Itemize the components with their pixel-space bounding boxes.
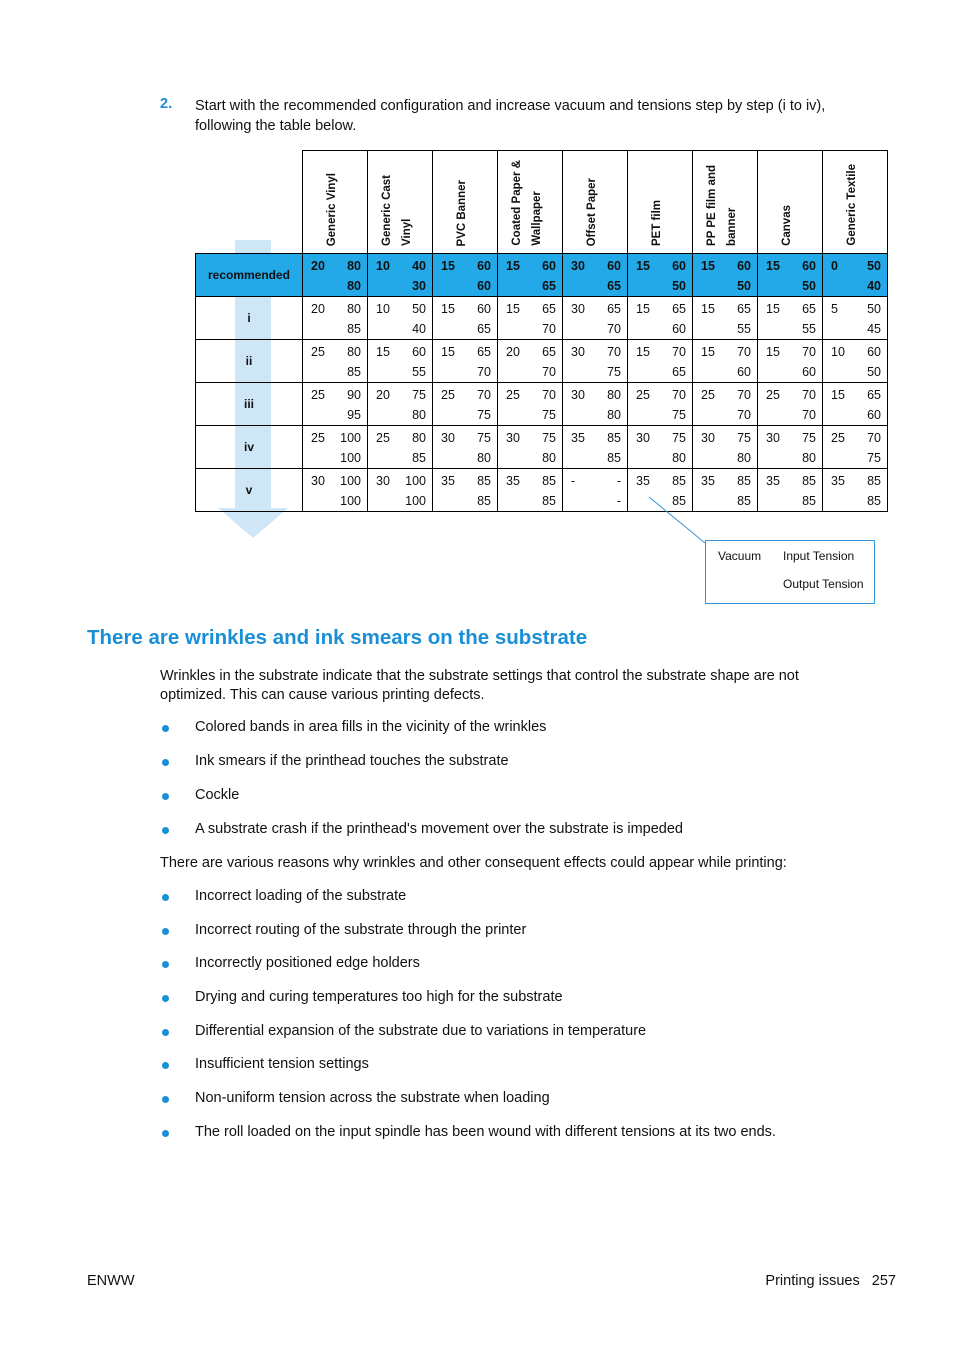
output-tension-value: 40 bbox=[412, 322, 426, 336]
column-header: Coated Paper & Wallpaper bbox=[498, 151, 563, 254]
footer-page-info bbox=[765, 1273, 896, 1289]
legend-input-tension: Input Tension bbox=[783, 549, 855, 563]
input-tension-value: 50 bbox=[867, 259, 881, 273]
vacuum-value: 35 bbox=[831, 474, 845, 488]
legend-box bbox=[705, 540, 875, 604]
output-tension-value: 55 bbox=[802, 322, 816, 336]
table-cell bbox=[693, 297, 758, 340]
table-cell bbox=[498, 254, 563, 297]
column-header: Offset Paper bbox=[563, 151, 628, 254]
table-cell bbox=[433, 297, 498, 340]
vacuum-value: - bbox=[571, 474, 576, 488]
input-tension-value: 70 bbox=[542, 388, 556, 402]
output-tension-value: 80 bbox=[412, 408, 426, 422]
bullet-icon bbox=[162, 995, 169, 1002]
vacuum-value: 15 bbox=[701, 345, 715, 359]
vacuum-value: 15 bbox=[441, 302, 455, 316]
table-cell bbox=[563, 383, 628, 426]
input-tension-value: 80 bbox=[347, 345, 361, 359]
vacuum-value: 30 bbox=[571, 302, 585, 316]
vacuum-value: 30 bbox=[571, 345, 585, 359]
vacuum-value: 25 bbox=[506, 388, 520, 402]
step-text: Start with the recommended configuration and increase vacuum and tensions step by step (i to iv), following the table below. bbox=[195, 98, 826, 134]
output-tension-value: 60 bbox=[672, 322, 686, 336]
vacuum-value: 15 bbox=[766, 345, 780, 359]
input-tension-value: 80 bbox=[412, 431, 426, 445]
table-row bbox=[196, 297, 888, 340]
vacuum-value: 30 bbox=[311, 474, 325, 488]
vacuum-value: 25 bbox=[376, 431, 390, 445]
input-tension-value: 65 bbox=[672, 302, 686, 316]
input-tension-value: 100 bbox=[340, 431, 361, 445]
vacuum-value: 10 bbox=[376, 302, 390, 316]
bullet-icon bbox=[162, 827, 169, 834]
bullet-icon bbox=[162, 894, 169, 901]
output-tension-value: 80 bbox=[542, 451, 556, 465]
input-tension-value: 70 bbox=[737, 345, 751, 359]
output-tension-value: 80 bbox=[802, 451, 816, 465]
table-cell bbox=[628, 383, 693, 426]
list-item: Incorrectly positioned edge holders bbox=[160, 955, 860, 975]
vacuum-value: 5 bbox=[831, 302, 838, 316]
intro-paragraph: Wrinkles in the substrate indicate that the substrate settings that control the substrate shape are not optimized. This can cause various printing defects. bbox=[160, 668, 799, 703]
table-cell bbox=[823, 426, 888, 469]
input-tension-value: 60 bbox=[607, 259, 621, 273]
output-tension-value: 100 bbox=[340, 451, 361, 465]
input-tension-value: 80 bbox=[347, 302, 361, 316]
output-tension-value: 75 bbox=[477, 408, 491, 422]
input-tension-value: 60 bbox=[542, 259, 556, 273]
table-cell bbox=[433, 426, 498, 469]
row-label: iii bbox=[196, 383, 303, 426]
vacuum-value: 25 bbox=[311, 388, 325, 402]
input-tension-value: 65 bbox=[802, 302, 816, 316]
input-tension-value: 60 bbox=[802, 259, 816, 273]
input-tension-value: 75 bbox=[802, 431, 816, 445]
vacuum-value: 25 bbox=[311, 345, 325, 359]
table-cell bbox=[368, 340, 433, 383]
table-cell bbox=[823, 340, 888, 383]
row-label: iv bbox=[196, 426, 303, 469]
table-row bbox=[196, 426, 888, 469]
input-tension-value: 85 bbox=[867, 474, 881, 488]
output-tension-value: 60 bbox=[477, 279, 491, 293]
output-tension-value: 30 bbox=[412, 279, 426, 293]
table-cell bbox=[758, 340, 823, 383]
vacuum-value: 15 bbox=[636, 302, 650, 316]
input-tension-value: 85 bbox=[542, 474, 556, 488]
table-cell bbox=[368, 254, 433, 297]
table-row bbox=[196, 469, 888, 512]
output-tension-value: 80 bbox=[672, 451, 686, 465]
output-tension-value: 45 bbox=[867, 322, 881, 336]
row-label: v bbox=[196, 469, 303, 512]
output-tension-value: 85 bbox=[802, 494, 816, 508]
table-cell bbox=[563, 254, 628, 297]
input-tension-value: 70 bbox=[867, 431, 881, 445]
input-tension-value: 70 bbox=[802, 388, 816, 402]
table-cell bbox=[758, 297, 823, 340]
input-tension-value: 75 bbox=[477, 431, 491, 445]
input-tension-value: 65 bbox=[542, 345, 556, 359]
input-tension-value: 65 bbox=[867, 388, 881, 402]
bullet-icon bbox=[162, 759, 169, 766]
legend-vacuum: Vacuum bbox=[718, 549, 762, 563]
input-tension-value: 90 bbox=[347, 388, 361, 402]
output-tension-value: 40 bbox=[867, 279, 881, 293]
vacuum-value: 25 bbox=[311, 431, 325, 445]
column-header: PP PE film and banner bbox=[693, 151, 758, 254]
footer-page-number: 257 bbox=[871, 1273, 896, 1289]
output-tension-value: 75 bbox=[672, 408, 686, 422]
output-tension-value: 95 bbox=[347, 408, 361, 422]
output-tension-value: 85 bbox=[672, 494, 686, 508]
table-cell bbox=[303, 297, 368, 340]
input-tension-value: 60 bbox=[477, 259, 491, 273]
bullet-icon bbox=[162, 1062, 169, 1069]
recommended-row bbox=[196, 254, 888, 297]
table-cell bbox=[368, 297, 433, 340]
vacuum-value: 25 bbox=[701, 388, 715, 402]
vacuum-value: 25 bbox=[766, 388, 780, 402]
input-tension-value: 60 bbox=[672, 259, 686, 273]
table-cell bbox=[303, 469, 368, 512]
table-cell bbox=[758, 469, 823, 512]
input-tension-value: 85 bbox=[607, 431, 621, 445]
vacuum-value: 15 bbox=[701, 302, 715, 316]
vacuum-value: 15 bbox=[636, 345, 650, 359]
output-tension-value: - bbox=[616, 494, 621, 508]
output-tension-value: 60 bbox=[867, 408, 881, 422]
list-item: Incorrect loading of the substrate bbox=[160, 888, 860, 908]
vacuum-value: 15 bbox=[831, 388, 845, 402]
row-label: i bbox=[196, 297, 303, 340]
output-tension-value: 75 bbox=[867, 451, 881, 465]
table-cell bbox=[823, 469, 888, 512]
table-cell bbox=[433, 469, 498, 512]
input-tension-value: 70 bbox=[672, 388, 686, 402]
output-tension-value: 85 bbox=[737, 494, 751, 508]
vacuum-value: 30 bbox=[376, 474, 390, 488]
vacuum-value: 35 bbox=[766, 474, 780, 488]
vacuum-value: 15 bbox=[766, 259, 780, 273]
vacuum-value: 35 bbox=[441, 474, 455, 488]
output-tension-value: 85 bbox=[867, 494, 881, 508]
vacuum-value: 20 bbox=[376, 388, 390, 402]
table-cell bbox=[628, 340, 693, 383]
table-cell bbox=[498, 469, 563, 512]
progression-arrow-head-icon bbox=[218, 508, 288, 538]
list-item: Drying and curing temperatures too high for the substrate bbox=[160, 989, 860, 1009]
input-tension-value: 75 bbox=[542, 431, 556, 445]
table-cell bbox=[693, 383, 758, 426]
input-tension-value: 40 bbox=[412, 259, 426, 273]
input-tension-value: 85 bbox=[477, 474, 491, 488]
output-tension-value: 80 bbox=[607, 408, 621, 422]
output-tension-value: 85 bbox=[542, 494, 556, 508]
vacuum-value: 25 bbox=[831, 431, 845, 445]
vacuum-value: 35 bbox=[571, 431, 585, 445]
table-cell bbox=[563, 340, 628, 383]
output-tension-value: 65 bbox=[672, 365, 686, 379]
list-item: Incorrect routing of the substrate through the printer bbox=[160, 922, 860, 942]
table-cell bbox=[368, 383, 433, 426]
column-header: PET film bbox=[628, 151, 693, 254]
table-cell bbox=[758, 383, 823, 426]
output-tension-value: 70 bbox=[477, 365, 491, 379]
output-tension-value: 60 bbox=[802, 365, 816, 379]
table-cell bbox=[628, 254, 693, 297]
vacuum-value: 15 bbox=[766, 302, 780, 316]
output-tension-value: 80 bbox=[477, 451, 491, 465]
table-cell bbox=[498, 426, 563, 469]
bullet-icon bbox=[162, 1096, 169, 1103]
table-cell bbox=[563, 297, 628, 340]
input-tension-value: 70 bbox=[477, 388, 491, 402]
vacuum-value: 15 bbox=[701, 259, 715, 273]
vacuum-value: 15 bbox=[636, 259, 650, 273]
row-label: ii bbox=[196, 340, 303, 383]
output-tension-value: 75 bbox=[607, 365, 621, 379]
list-item: A substrate crash if the printhead's movement over the substrate is impeded bbox=[160, 821, 860, 841]
output-tension-value: 55 bbox=[412, 365, 426, 379]
vacuum-value: 10 bbox=[376, 259, 390, 273]
input-tension-value: 85 bbox=[802, 474, 816, 488]
vacuum-value: 10 bbox=[831, 345, 845, 359]
column-header: PVC Banner bbox=[433, 151, 498, 254]
output-tension-value: 85 bbox=[412, 451, 426, 465]
list-item: The roll loaded on the input spindle has been wound with different tensions at its two ends. bbox=[160, 1124, 860, 1144]
vacuum-value: 30 bbox=[441, 431, 455, 445]
column-header: Generic Cast Vinyl bbox=[368, 151, 433, 254]
table-header-row bbox=[196, 151, 888, 254]
table-cell bbox=[823, 297, 888, 340]
footer-doc-code: ENWW bbox=[87, 1273, 135, 1289]
input-tension-value: 80 bbox=[607, 388, 621, 402]
vacuum-value: 15 bbox=[441, 259, 455, 273]
vacuum-value: 15 bbox=[376, 345, 390, 359]
vacuum-value: 15 bbox=[506, 259, 520, 273]
output-tension-value: 70 bbox=[542, 365, 556, 379]
row-label: recommended bbox=[196, 254, 303, 297]
output-tension-value: 85 bbox=[347, 365, 361, 379]
input-tension-value: 85 bbox=[672, 474, 686, 488]
output-tension-value: 65 bbox=[607, 279, 621, 293]
output-tension-value: 65 bbox=[477, 322, 491, 336]
vacuum-value: 35 bbox=[506, 474, 520, 488]
input-tension-value: 70 bbox=[802, 345, 816, 359]
table-cell bbox=[823, 254, 888, 297]
vacuum-value: 30 bbox=[636, 431, 650, 445]
vacuum-value: 20 bbox=[311, 302, 325, 316]
input-tension-value: 60 bbox=[412, 345, 426, 359]
table-cell bbox=[303, 340, 368, 383]
step-number: 2. bbox=[160, 96, 173, 112]
input-tension-value: 50 bbox=[867, 302, 881, 316]
input-tension-value: 60 bbox=[477, 302, 491, 316]
list-item: Ink smears if the printhead touches the substrate bbox=[160, 753, 860, 773]
vacuum-value: 30 bbox=[571, 388, 585, 402]
legend-leader-line bbox=[647, 495, 709, 547]
reasons-intro: There are various reasons why wrinkles and other consequent effects could appear while printing: bbox=[160, 855, 787, 871]
table-cell bbox=[823, 383, 888, 426]
input-tension-value: 70 bbox=[607, 345, 621, 359]
list-item: Cockle bbox=[160, 787, 860, 807]
table-cell bbox=[368, 426, 433, 469]
table-cell bbox=[433, 340, 498, 383]
table-cell bbox=[303, 254, 368, 297]
input-tension-value: 50 bbox=[412, 302, 426, 316]
vacuum-value: 30 bbox=[701, 431, 715, 445]
bullet-icon bbox=[162, 961, 169, 968]
table-row bbox=[196, 383, 888, 426]
output-tension-value: 100 bbox=[405, 494, 426, 508]
bullet-icon bbox=[162, 725, 169, 732]
input-tension-value: 60 bbox=[867, 345, 881, 359]
vacuum-value: 20 bbox=[311, 259, 325, 273]
input-tension-value: 80 bbox=[347, 259, 361, 273]
input-tension-value: 100 bbox=[405, 474, 426, 488]
output-tension-value: 70 bbox=[802, 408, 816, 422]
output-tension-value: 80 bbox=[737, 451, 751, 465]
section-heading: There are wrinkles and ink smears on the substrate bbox=[87, 626, 588, 649]
vacuum-value: 30 bbox=[571, 259, 585, 273]
input-tension-value: 75 bbox=[737, 431, 751, 445]
output-tension-value: 75 bbox=[542, 408, 556, 422]
table-cell bbox=[433, 254, 498, 297]
vacuum-value: 15 bbox=[441, 345, 455, 359]
column-header: Canvas bbox=[758, 151, 823, 254]
table-cell bbox=[433, 383, 498, 426]
list-item: Differential expansion of the substrate due to variations in temperature bbox=[160, 1023, 860, 1043]
table-cell bbox=[498, 340, 563, 383]
input-tension-value: 75 bbox=[672, 431, 686, 445]
footer-section: Printing issues bbox=[765, 1273, 860, 1289]
tension-config-table bbox=[195, 150, 888, 512]
table-cell bbox=[498, 383, 563, 426]
column-header: Generic Textile bbox=[823, 151, 888, 254]
vacuum-value: 35 bbox=[701, 474, 715, 488]
vacuum-value: 0 bbox=[831, 259, 838, 273]
input-tension-value: 70 bbox=[737, 388, 751, 402]
output-tension-value: 55 bbox=[737, 322, 751, 336]
output-tension-value: 85 bbox=[347, 322, 361, 336]
table-cell bbox=[693, 254, 758, 297]
output-tension-value: 70 bbox=[737, 408, 751, 422]
input-tension-value: 100 bbox=[340, 474, 361, 488]
table-cell bbox=[758, 426, 823, 469]
output-tension-value: 85 bbox=[477, 494, 491, 508]
output-tension-value: 50 bbox=[802, 279, 816, 293]
table-cell bbox=[628, 297, 693, 340]
list-item: Colored bands in area fills in the vicinity of the wrinkles bbox=[160, 719, 860, 739]
table-cell bbox=[368, 469, 433, 512]
table-cell bbox=[563, 426, 628, 469]
table-cell bbox=[758, 254, 823, 297]
table-cell bbox=[563, 469, 628, 512]
output-tension-value: 60 bbox=[737, 365, 751, 379]
header-corner bbox=[196, 151, 303, 254]
vacuum-value: 25 bbox=[441, 388, 455, 402]
table-cell bbox=[693, 426, 758, 469]
bullet-icon bbox=[162, 793, 169, 800]
input-tension-value: 70 bbox=[672, 345, 686, 359]
input-tension-value: 85 bbox=[737, 474, 751, 488]
vacuum-value: 30 bbox=[766, 431, 780, 445]
list-item: Insufficient tension settings bbox=[160, 1056, 860, 1076]
output-tension-value: 70 bbox=[542, 322, 556, 336]
input-tension-value: 75 bbox=[412, 388, 426, 402]
table-cell bbox=[303, 426, 368, 469]
bullet-icon bbox=[162, 1029, 169, 1036]
input-tension-value: 65 bbox=[607, 302, 621, 316]
table-cell bbox=[693, 340, 758, 383]
output-tension-value: 80 bbox=[347, 279, 361, 293]
output-tension-value: 85 bbox=[607, 451, 621, 465]
output-tension-value: 70 bbox=[607, 322, 621, 336]
input-tension-value: 60 bbox=[737, 259, 751, 273]
output-tension-value: 50 bbox=[672, 279, 686, 293]
input-tension-value: 65 bbox=[542, 302, 556, 316]
bullet-icon bbox=[162, 928, 169, 935]
table-cell bbox=[628, 426, 693, 469]
table-row bbox=[196, 340, 888, 383]
input-tension-value: 65 bbox=[737, 302, 751, 316]
output-tension-value: 100 bbox=[340, 494, 361, 508]
input-tension-value: - bbox=[616, 474, 621, 488]
bullet-icon bbox=[162, 1130, 169, 1137]
vacuum-value: 15 bbox=[506, 302, 520, 316]
output-tension-value: 50 bbox=[737, 279, 751, 293]
output-tension-value: 50 bbox=[867, 365, 881, 379]
vacuum-value: 25 bbox=[636, 388, 650, 402]
vacuum-value: 20 bbox=[506, 345, 520, 359]
column-header: Generic Vinyl bbox=[303, 151, 368, 254]
legend-output-tension: Output Tension bbox=[783, 577, 864, 591]
input-tension-value: 65 bbox=[477, 345, 491, 359]
vacuum-value: 35 bbox=[636, 474, 650, 488]
output-tension-value: 65 bbox=[542, 279, 556, 293]
vacuum-value: 30 bbox=[506, 431, 520, 445]
table-cell bbox=[303, 383, 368, 426]
list-item: Non-uniform tension across the substrate when loading bbox=[160, 1090, 860, 1110]
table-cell bbox=[498, 297, 563, 340]
